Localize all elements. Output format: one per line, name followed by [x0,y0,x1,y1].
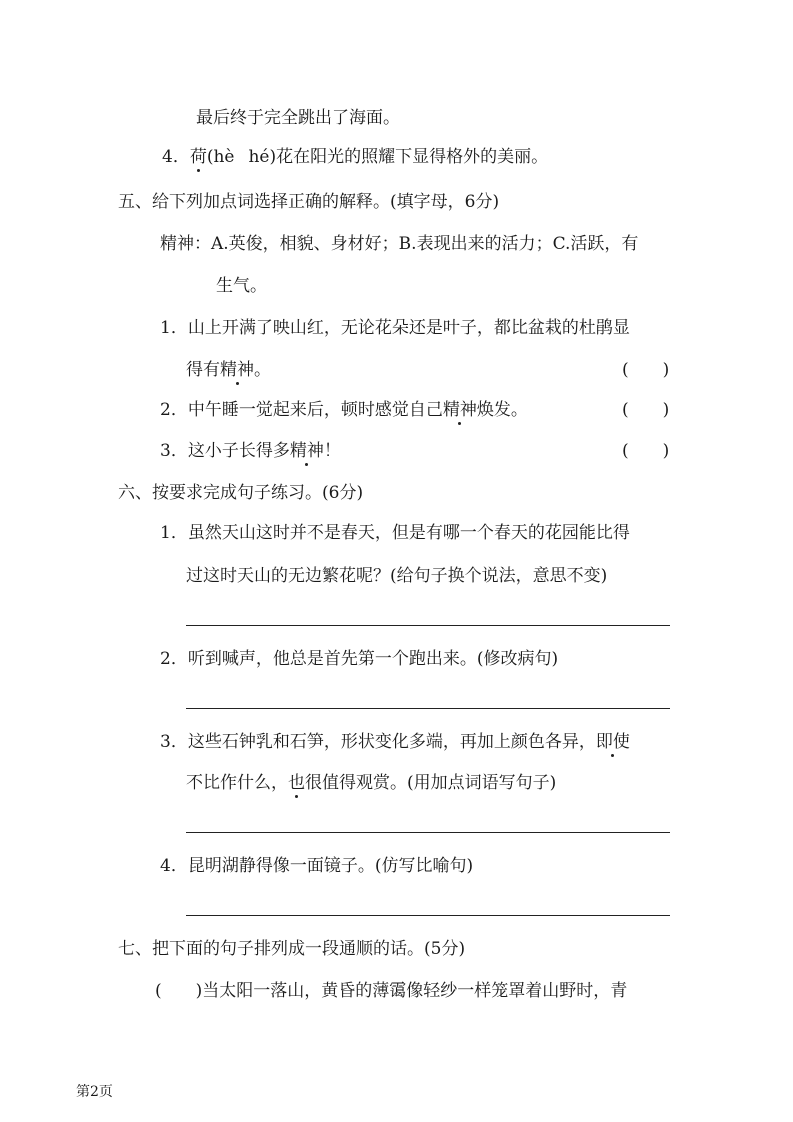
item-number: 4． [162,147,190,167]
dotted-word: 精神 [220,360,254,380]
order-blank[interactable]: ( ) [155,981,203,1001]
q7-heading: 七、把下面的句子排列成一段通顺的话。(5分) [118,939,466,959]
q5-item-2: 2．中午睡一觉起来后，顿时感觉自己精神焕发。 [160,400,528,420]
dotted-word: 也 [288,773,305,793]
q4-item-4 [162,147,548,167]
dotted-char: 荷 [189,147,207,167]
q7-item-1: ( )当太阳一落山，黄昏的薄霭像轻纱一样笼罩着山野时，青 [155,981,628,1001]
q6-heading: 六、按要求完成句子练习。(6分) [118,483,364,503]
answer-blank-1[interactable]: ( ) [622,360,670,380]
dotted-word: 即使 [595,732,630,752]
item-text: 山上开满了映山红，无论花朵还是叶子，都比盆栽的杜鹃显 [187,318,630,338]
q5-definition-line-1: 精神：A.英俊，相貌、身材好；B.表现出来的活力；C.活跃，有 [160,234,639,254]
dotted-word: 精神 [289,441,324,461]
q6-item-1-line-2: 过这时天山的无边繁花呢？(给句子换个说法，意思不变) [186,566,608,586]
item-text: 花在阳光的照耀下显得格外的美丽。 [276,147,549,167]
q6-item-3-line-1: 3．这些石钟乳和石笋，形状变化多端，再加上颜色各异，即使 [160,732,630,752]
q5-item-1-line-1 [160,318,630,338]
q5-heading: 五、给下列加点词选择正确的解释。(填字母，6分) [118,192,500,212]
q5-item-1-line-2: 得有精神。 [186,360,271,380]
answer-line-4[interactable] [186,915,670,916]
page-number: 第2页 [76,1084,113,1100]
item-number: 3． [160,441,188,461]
item-number: 3． [160,732,188,752]
q6-item-4: 4．昆明湖静得像一面镜子。(仿写比喻句) [160,856,474,876]
q5-definition-line-2: 生气。 [216,276,267,296]
item-number: 1． [160,523,188,543]
q4-continuation-line: 最后终于完全跳出了海面。 [196,108,400,128]
item-number: 2． [160,649,188,669]
answer-line-1[interactable] [186,625,670,626]
item-number: 2． [160,400,188,420]
answer-blank-3[interactable]: ( ) [622,441,670,461]
q6-item-3-line-2: 不比作什么，也很值得观赏。(用加点词语写句子) [186,773,557,793]
q5-item-3: 3．这小子长得多精神！ [160,441,341,461]
answer-blank-2[interactable]: ( ) [622,400,670,420]
answer-line-2[interactable] [186,708,670,709]
q6-item-1-line-1: 1．虽然天山这时并不是春天，但是有哪一个春天的花园能比得 [160,523,630,543]
pinyin-a: (hè [206,147,235,167]
answer-line-3[interactable] [186,832,670,833]
pinyin-b: hé) [248,147,277,167]
item-number: 1． [160,318,188,338]
item-number: 4． [160,856,188,876]
dotted-word: 精神 [442,400,477,420]
q6-item-2: 2．听到喊声，他总是首先第一个跑出来。(修改病句) [160,649,559,669]
